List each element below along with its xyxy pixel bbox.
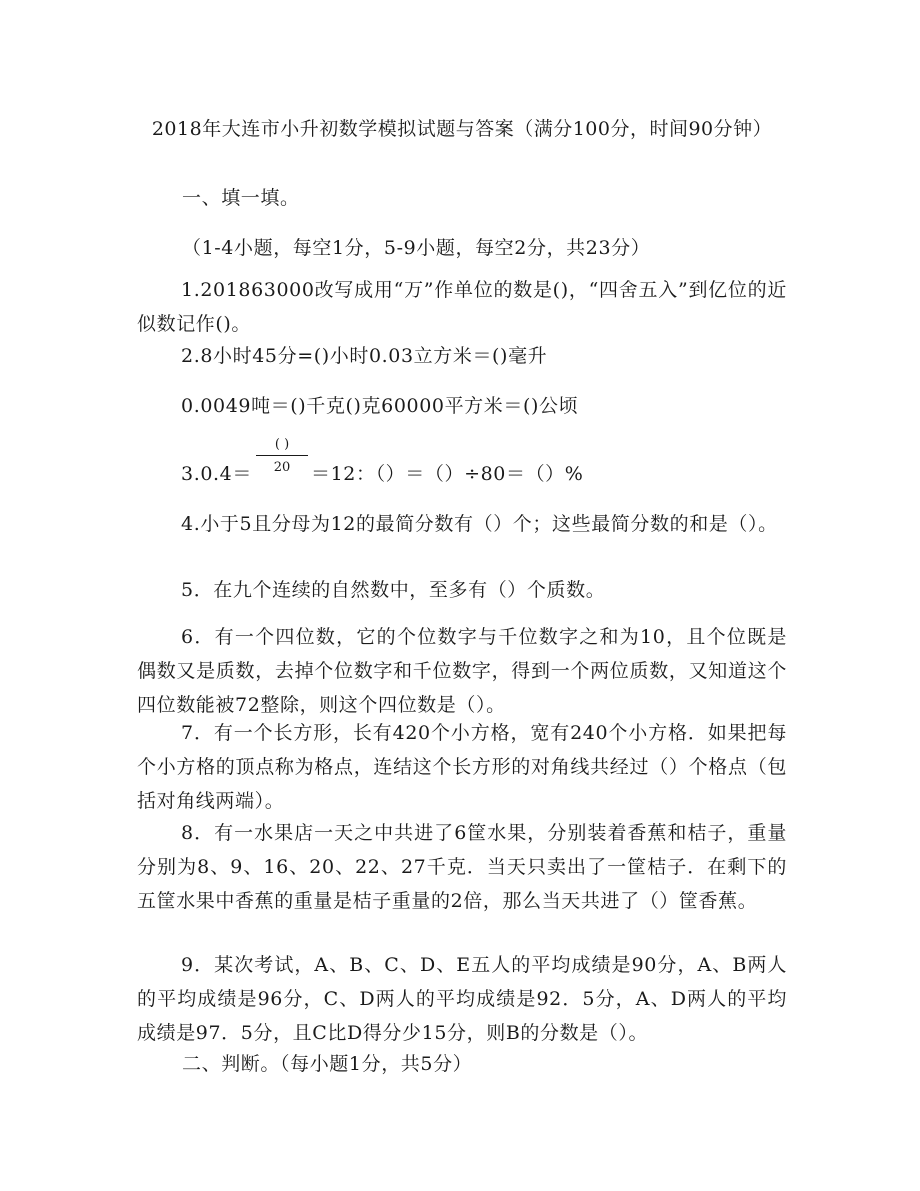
question-1: 1.201863000改写成用“万”作单位的数是()，“四舍五入”到亿位的近似数记作()。 — [137, 279, 787, 335]
question-2-line-1: 2.8小时45分=()小时0.03立方米＝()毫升 — [181, 345, 548, 367]
document-title: 2018年大连市小升初数学模拟试题与答案（满分100分，时间90分钟） — [151, 118, 773, 140]
fraction-numerator: ( ) — [256, 437, 308, 456]
question-2-line-2: 0.0049吨＝()千克()克60000平方米＝()公顷 — [181, 395, 579, 417]
question-7: 7．有一个长方形，长有420个小方格，宽有240个小方格．如果把每个小方格的顶点称为格点，连结这个长方形的对角线共经过（）个格点（包括对角线两端）。 — [137, 722, 787, 812]
question-6: 6．有一个四位数，它的个位数字与千位数字之和为10，且个位既是偶数又是质数，去掉个位数字和千位数字，得到一个两位质数，又知道这个四位数能被72整除，则这个四位数是（）。 — [137, 626, 787, 716]
fraction-denominator: 20 — [273, 460, 291, 475]
question-3-prefix: 3.0.4＝ — [181, 463, 252, 485]
section1-heading: 一、填一填。 — [182, 187, 300, 209]
question-3-fraction — [256, 437, 308, 476]
question-9: 9．某次考试，A、B、C、D、E五人的平均成绩是90分，A、B两人的平均成绩是96分，C、D两人的平均成绩是92．5分，A、D两人的平均成绩是97．5分，且C比D得分少15分，则B的分数是（）。 — [137, 954, 787, 1044]
question-4: 4.小于5且分母为12的最简分数有（）个；这些最简分数的和是（）。 — [181, 513, 778, 535]
question-3-suffix: ＝12：（）＝（）÷80＝（）% — [311, 463, 584, 485]
question-8: 8．有一水果店一天之中共进了6筐水果，分别装着香蕉和桔子，重量分别为8、9、16、20、22、27千克．当天只卖出了一筐桔子．在剩下的五筐水果中香蕉的重量是桔子重量的2倍，那么当天共进了（）筐香蕉。 — [137, 822, 787, 912]
section2-heading: 二、判断。（每小题1分，共5分） — [182, 1053, 473, 1075]
question-5: 5．在九个连续的自然数中，至多有（）个质数。 — [181, 579, 606, 601]
section1-note: （1-4小题，每空1分，5-9小题，每空2分，共23分） — [182, 237, 651, 259]
